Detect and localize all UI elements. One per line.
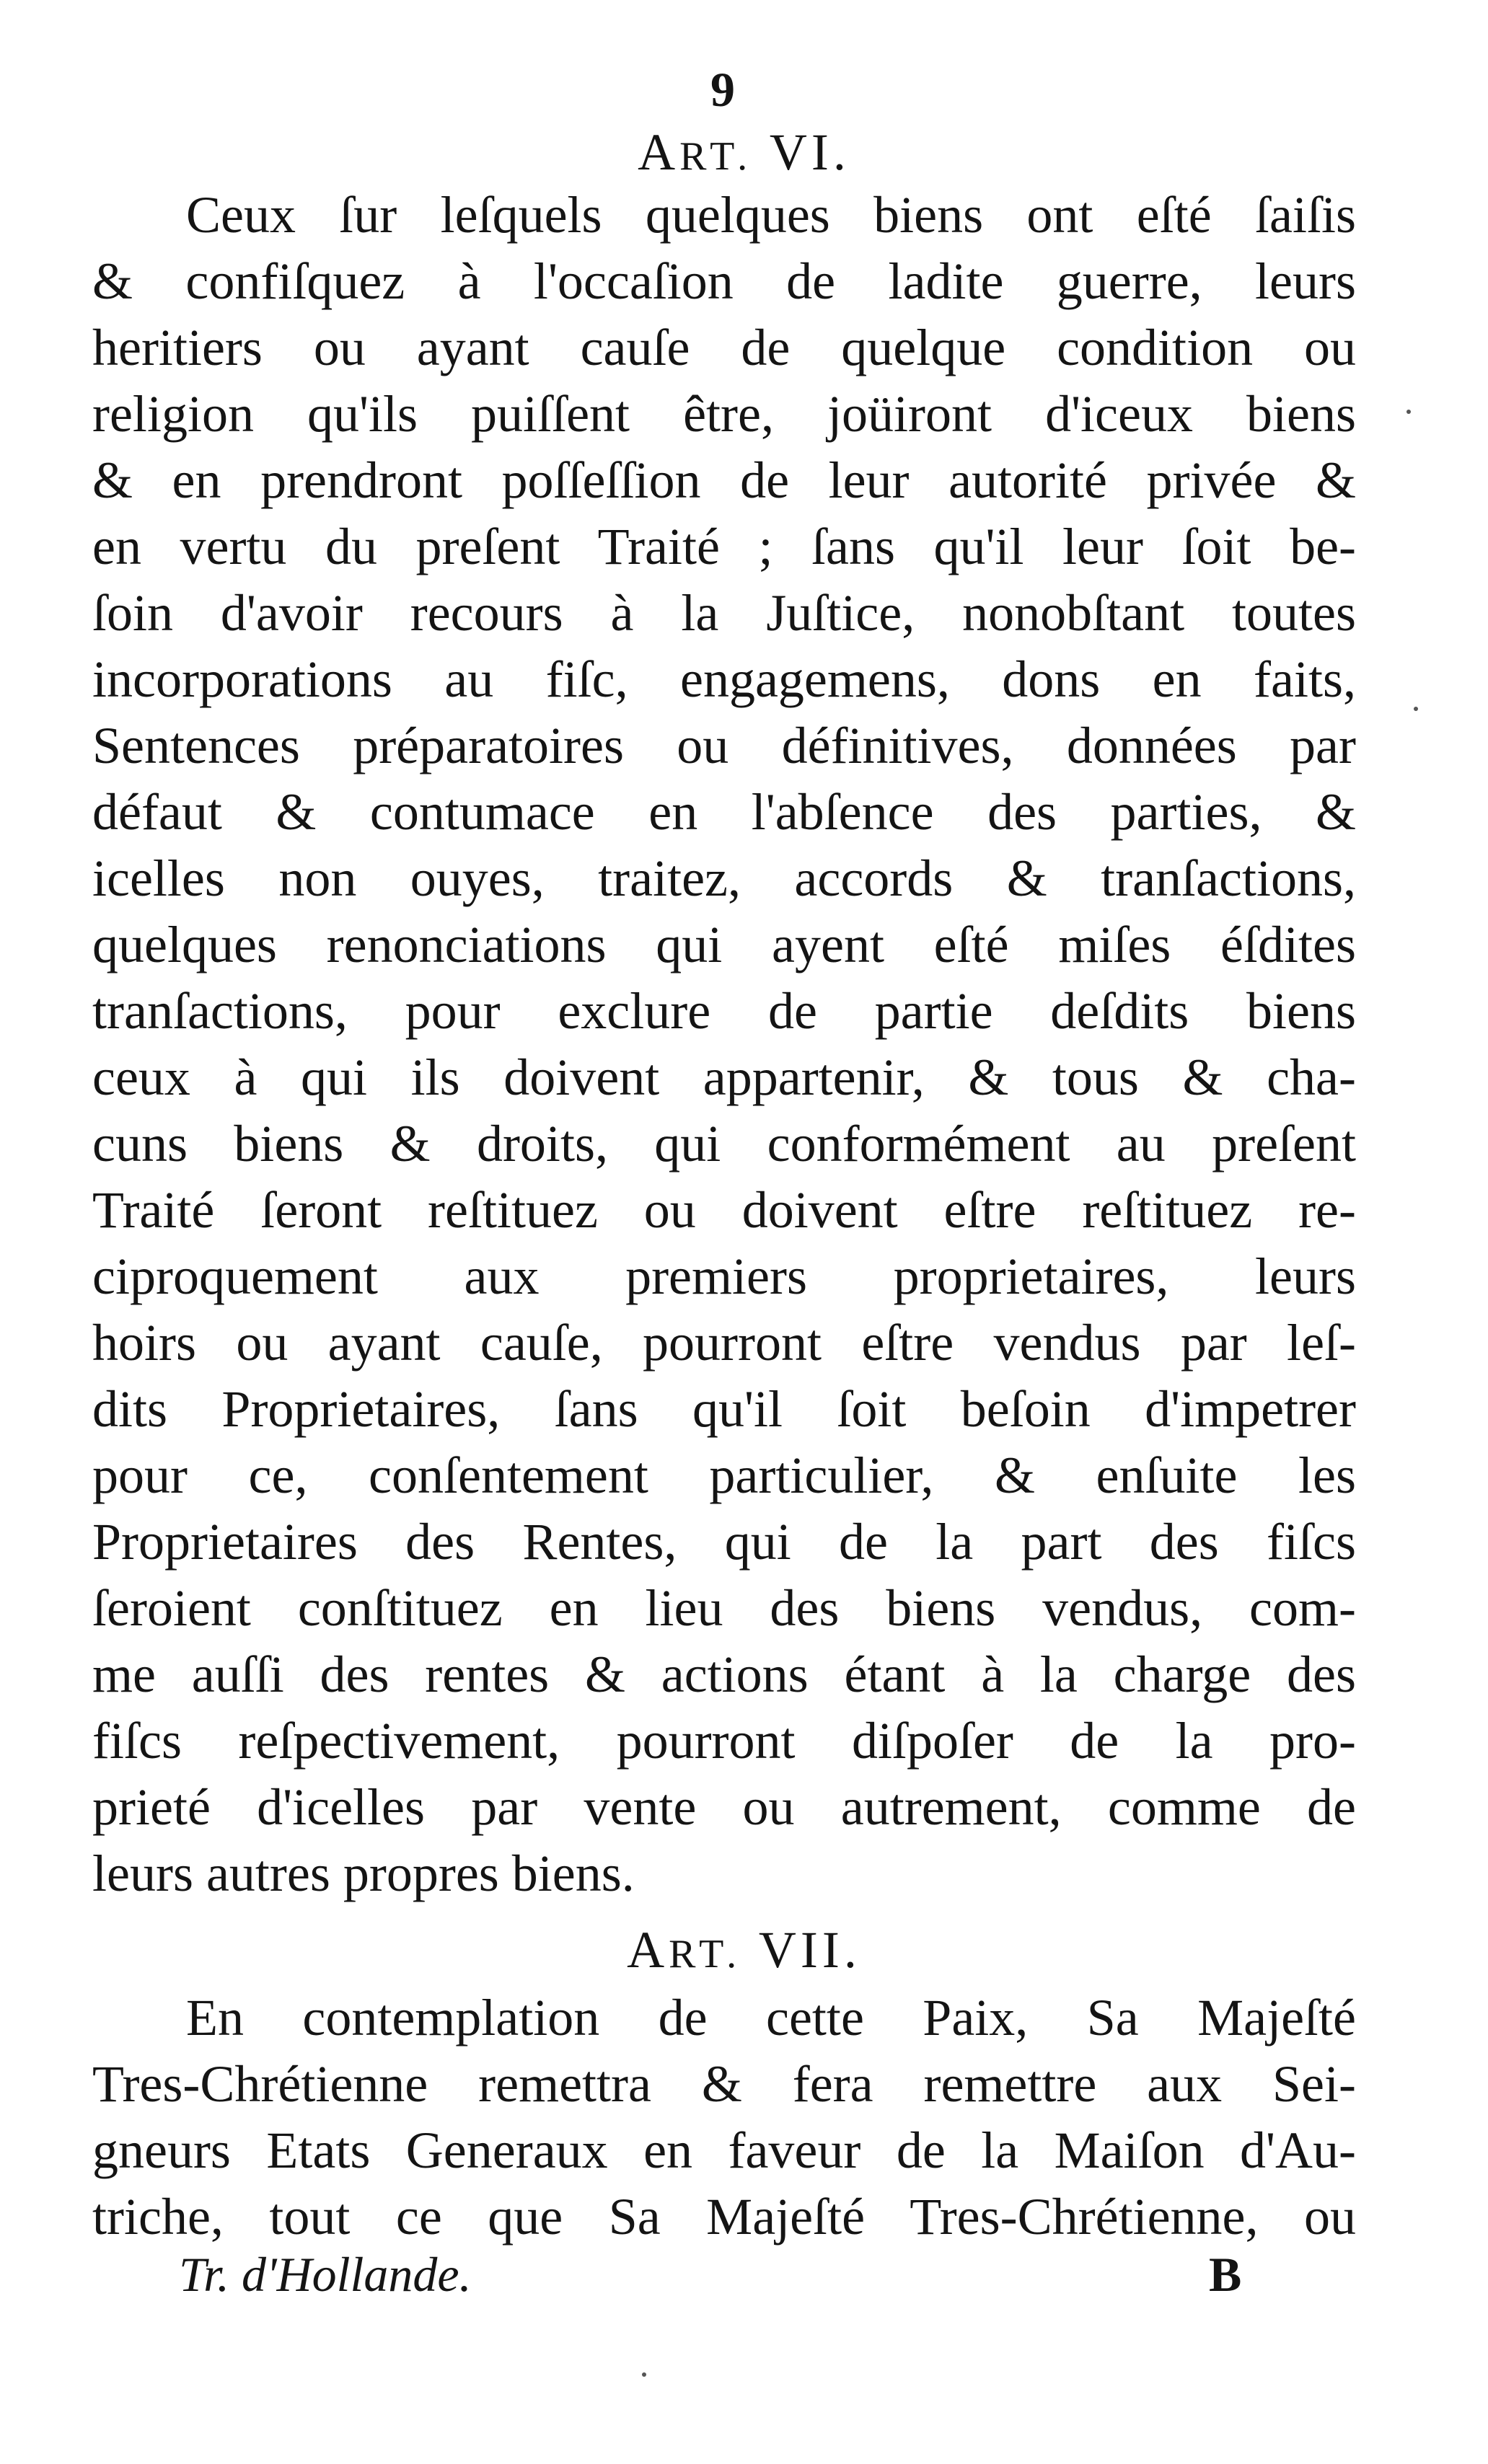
text-line: en vertu du preſent Traité ; ſans qu'il leur ſoit be- — [92, 518, 1356, 575]
text-line: Ceux ſur leſquels quelques biens ont eſté ſaiſis — [186, 186, 1356, 244]
text-line: ciproquement aux premiers proprietaires, leurs — [92, 1248, 1356, 1305]
text-line: ſoin d'avoir recours à la Juſtice, nonobſtant toutes — [92, 584, 1356, 642]
article-7-heading-prefix: A — [627, 1921, 669, 1979]
text-line: fiſcs reſpectivement, pourront diſpoſer de la pro- — [92, 1712, 1356, 1770]
text-line: ceux à qui ils doivent appartenir, & tous & cha- — [92, 1048, 1356, 1106]
text-line: & en prendront poſſeſſion de leur autorité privée & — [92, 451, 1356, 509]
text-line: pour ce, conſentement particulier, & enſuite les — [92, 1447, 1356, 1504]
text-line: ſeroient conſtituez en lieu des biens vendus, com- — [92, 1579, 1356, 1637]
text-line: hoirs ou ayant cauſe, pourront eſtre vendus par leſ- — [92, 1314, 1356, 1372]
text-line: leurs autres propres biens. — [92, 1845, 635, 1902]
ink-speck — [1414, 707, 1418, 711]
text-line: En contemplation de cette Paix, Sa Majeſté — [186, 1989, 1356, 2046]
article-7-body — [92, 1984, 1356, 2250]
text-line: quelques renonciations qui ayent eſté miſes éſdites — [92, 916, 1356, 973]
article-6-body — [92, 182, 1356, 1907]
text-line: Tres-Chrétienne remettra & fera remettre aux Sei- — [92, 2055, 1356, 2113]
text-line: icelles non ouyes, traitez, accords & tranſactions, — [92, 849, 1356, 907]
ink-speck — [642, 2372, 646, 2377]
text-line: heritiers ou ayant cauſe de quelque condition ou — [92, 319, 1356, 376]
article-6-heading — [0, 123, 1488, 181]
text-line: prieté d'icelles par vente ou autrement, comme de — [92, 1778, 1356, 1836]
text-line: cuns biens & droits, qui conformément au preſent — [92, 1115, 1356, 1173]
text-line: Proprietaires des Rentes, qui de la part des fiſcs — [92, 1513, 1356, 1571]
text-line: religion qu'ils puiſſent être, joüiront d'iceux biens — [92, 385, 1356, 443]
text-line: dits Proprietaires, ſans qu'il ſoit beſoin d'impetrer — [92, 1380, 1356, 1438]
text-line: défaut & contumace en l'abſence des parties, & — [92, 783, 1356, 841]
text-line: me auſſi des rentes & actions étant à la charge des — [92, 1646, 1356, 1703]
footer-signature-mark: B — [1209, 2247, 1242, 2302]
article-7-heading — [0, 1921, 1488, 1979]
article-7-heading-numeral: VII. — [758, 1921, 861, 1979]
footer-signature-text: Tr. d'Hollande. — [179, 2247, 472, 2302]
ink-speck — [1406, 410, 1411, 414]
article-7-heading-smallcaps: RT. — [669, 1932, 743, 1977]
text-line: tranſactions, pour exclure de partie deſdits biens — [92, 982, 1356, 1040]
text-line: incorporations au fiſc, engagemens, dons en faits, — [92, 650, 1356, 708]
article-6-heading-prefix: A — [638, 123, 680, 181]
text-line: & confiſquez à l'occaſion de ladite guerre, leurs — [92, 252, 1356, 310]
text-line: triche, tout ce que Sa Majeſté Tres-Chrétienne, ou — [92, 2188, 1356, 2246]
article-6-heading-smallcaps: RT. — [679, 134, 754, 179]
article-6-heading-numeral: VI. — [769, 123, 850, 181]
text-line: Sentences préparatoires ou définitives, données par — [92, 717, 1356, 774]
page-number: 9 — [710, 62, 735, 117]
text-line: Traité ſeront reſtituez ou doivent eſtre reſtituez re- — [92, 1181, 1356, 1239]
text-line: gneurs Etats Generaux en faveur de la Maiſon d'Au- — [92, 2121, 1356, 2179]
